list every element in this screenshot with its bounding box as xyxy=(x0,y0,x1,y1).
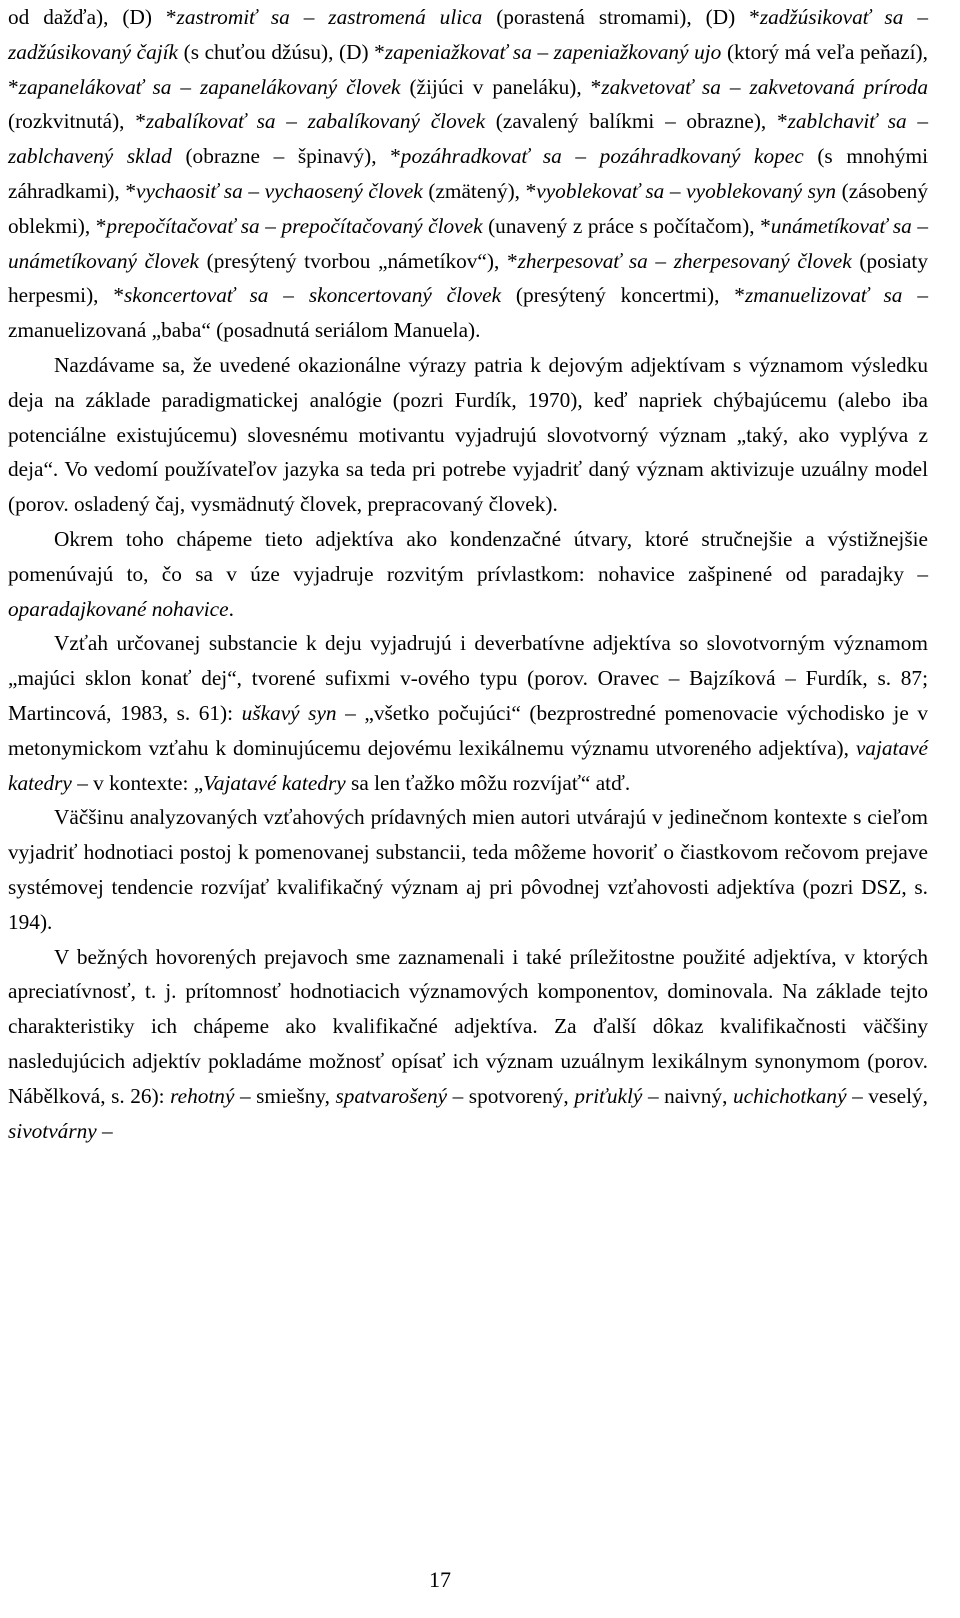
text-run: – smiešny, xyxy=(234,1083,336,1108)
text-run: od dažďa), (D) * xyxy=(8,5,177,29)
italic-term: zakvetovať sa – zakvetovaná príroda xyxy=(601,74,928,99)
italic-term: vajatavé katedry xyxy=(8,735,928,795)
italic-term: oparadajkované nohavice xyxy=(8,596,229,621)
italic-term: vyoblekovať sa – vyoblekovaný syn xyxy=(536,178,837,203)
italic-term: skoncertovať sa – skoncertovaný človek xyxy=(124,283,502,308)
text-run: (žijúci v paneláku), * xyxy=(400,74,602,99)
italic-term: pozáhradkovať sa – pozáhradkovaný kopec xyxy=(400,144,804,169)
text-run: Vzťah určovanej substancie k deju vyjadrujú i deverbatívne adjektíva so slovotvorným významom „majúci sklon konať dej“, tvorené sufixmi v-ového typu (porov. Oravec – Bajzíková – Furdík, s. 87; Martincová, 1983, s. 61): xyxy=(8,631,928,725)
italic-term: sivotvárny xyxy=(8,1118,97,1143)
paragraph xyxy=(8,940,928,1149)
text-run: – zmanuelizovaná „baba“ (posadnutá seriálom Manuela). xyxy=(8,283,928,343)
text-run: (rozkvitnutá), * xyxy=(8,109,146,134)
text-run: (s mnohými záhradkami), * xyxy=(8,144,928,203)
text-run: (presýtený tvorbou „námetíkov“), * xyxy=(198,248,518,273)
italic-term: zabalíkovať sa – zabalíkovaný človek xyxy=(145,109,486,134)
italic-term: prepočítačovať sa – prepočítačovaný človek xyxy=(106,213,483,238)
paragraph xyxy=(8,0,928,348)
text-run: (zásobený oblekmi), * xyxy=(8,178,928,238)
text-run: (ktorý má veľa peňazí), * xyxy=(8,39,928,99)
italic-term: zapeniažkovať sa – zapeniažkovaný ujo xyxy=(384,39,722,64)
paragraph xyxy=(8,522,928,626)
text-run: (obrazne – špinavý), * xyxy=(171,144,401,169)
text-run: – „všetko počujúci“ (bezprostredné pomenovacie východisko je v metonymickom vzťahu k dominujúcemu dejovému lexikálnemu významu utvoreného adjektíva), xyxy=(8,700,929,760)
text-run: V bežných hovorených prejavoch sme zaznamenali i také príležitostne použité adjektíva, v ktorých apreciatívnosť, t. j. prítomnosť hodnotiacich významových komponentov, dominovala. Na základe tejto charakteristiky ich chápeme ako kvalifikačné adjektíva. Za ďalší dôkaz kvalifikačnosti väčšiny nasledujúcich adjektív pokladáme možnosť opísať ich význam uzuálnym lexikálnym synonymom (porov. Nábělková, s. 26): xyxy=(8,944,928,1108)
text-run: (zmätený), * xyxy=(422,178,537,203)
paragraph xyxy=(8,800,928,939)
text-run: (presýtený koncertmi), * xyxy=(501,283,745,308)
text-run: . xyxy=(228,596,234,621)
text-run: Väčšinu analyzovaných vzťahových prídavných mien autori utvárajú v jedinečnom kontexte s cieľom vyjadriť hodnotiaci postoj k pomenovanej substancii, teda môžeme hovoriť o čiastkovom rečovom prejave systémovej tendencie rozvíjať kvalifikačný význam aj pri pôvodnej vzťahovosti adjektíva (pozri DSZ, s. 194). xyxy=(8,805,928,934)
italic-term: uchichotkaný xyxy=(732,1083,847,1108)
italic-term: uškavý syn xyxy=(241,700,337,725)
italic-term: vychaosiť sa – vychaosený človek xyxy=(136,178,423,203)
italic-term: zapanelákovať sa – zapanelákovaný človek xyxy=(18,74,401,99)
page-number: 17 xyxy=(429,1567,451,1592)
italic-term: priťuklý xyxy=(574,1083,643,1108)
text-run: (s chuťou džúsu), (D) * xyxy=(178,39,385,64)
text-run: Okrem toho chápeme tieto adjektíva ako kondenzačné útvary, ktoré stručnejšie a výstižnejšie pomenúvajú to, čo sa v úze vyjadruje rozvitým prívlastkom: nohavice zašpinené od paradajky – xyxy=(8,526,928,586)
italic-term: unámetíkovať sa – unámetíkovaný človek xyxy=(8,213,928,273)
italic-term: zherpesovať sa – zherpesovaný človek xyxy=(517,248,852,273)
text-run: – naivný, xyxy=(642,1083,733,1108)
italic-term: spatvarošený xyxy=(335,1083,448,1108)
text-run: – spotvorený, xyxy=(447,1083,575,1108)
document-page xyxy=(8,0,928,1148)
italic-term: zadžúsikovať sa – zadžúsikovaný čajík xyxy=(8,5,928,64)
paragraph xyxy=(8,348,928,522)
italic-term: zmanuelizovať sa xyxy=(744,283,903,308)
text-run: (zavalený balíkmi – obrazne), * xyxy=(485,109,788,134)
text-run: – xyxy=(96,1118,113,1143)
text-run: sa len ťažko môžu rozvíjať“ atď. xyxy=(345,770,631,795)
text-run: (unavený z práce s počítačom), * xyxy=(482,213,771,238)
italic-term: zastromiť sa – zastromená ulica xyxy=(176,5,483,29)
italic-term: Vajatavé katedry xyxy=(203,770,346,795)
text-run: (porastená stromami), (D) * xyxy=(482,5,760,29)
text-run: – v kontexte: „ xyxy=(71,770,204,795)
paragraph xyxy=(8,626,928,800)
text-run: Nazdávame sa, že uvedené okazionálne výrazy patria k dejovým adjektívam s významom výsledku deja na základe paradigmatickej analógie (pozri Furdík, 1970), keď napriek chýbajúcemu (alebo iba potenciálne existujúcemu) slovesnému motivantu vyjadrujú slovotvorný význam „taký, ako vyplýva z deja“. Vo vedomí používateľov jazyka sa teda pri potrebe vyjadriť daný význam aktivizuje uzuálny model (porov. osladený čaj, vysmädnutý človek, prepracovaný človek). xyxy=(8,352,928,517)
text-run: (posiaty herpesmi), * xyxy=(8,248,928,308)
italic-term: rehotný xyxy=(170,1083,235,1108)
text-run: – veselý, xyxy=(846,1083,929,1108)
italic-term: zablchaviť sa – zablchavený sklad xyxy=(8,109,928,169)
